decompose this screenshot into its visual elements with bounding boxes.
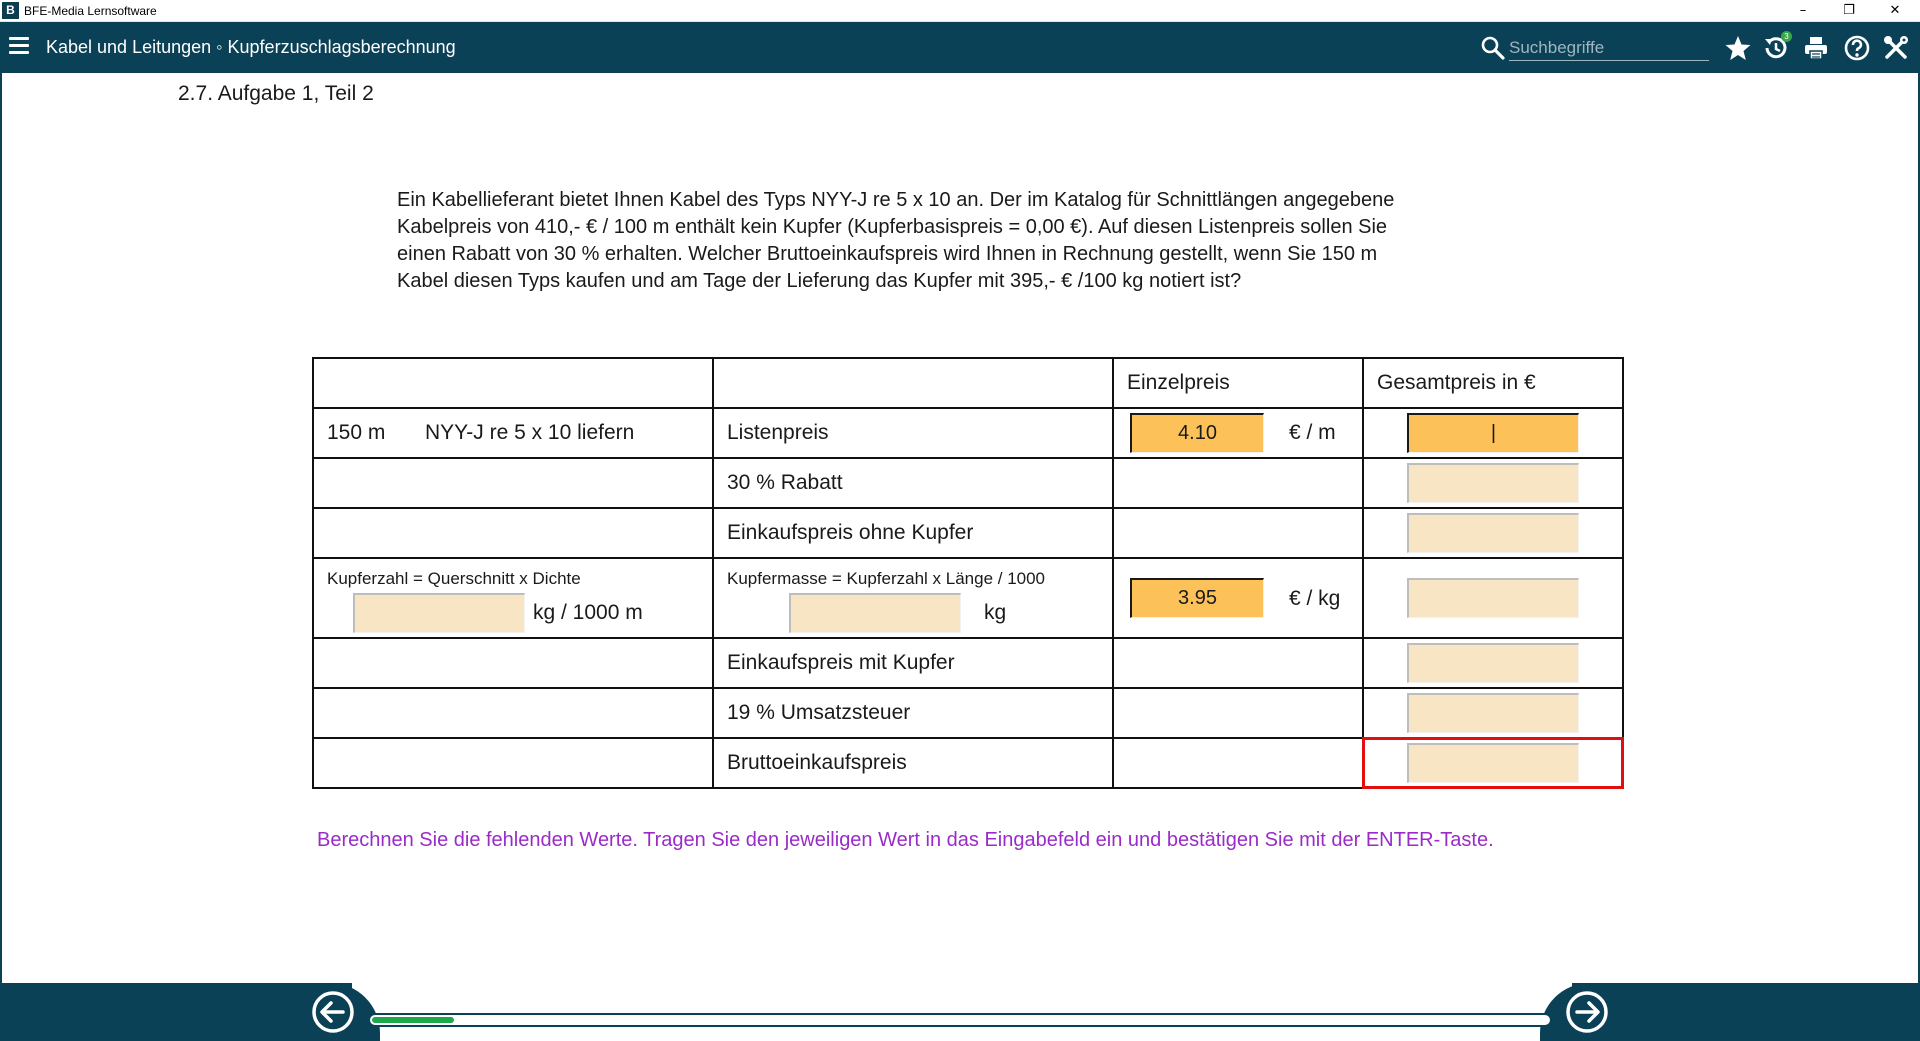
gesamtpreis-umsatzsteuer-input[interactable] bbox=[1407, 693, 1579, 733]
einzelpreis-listenpreis-input[interactable] bbox=[1130, 413, 1264, 453]
quantity-label: 150 m bbox=[327, 421, 386, 444]
window-title: BFE-Media Lernsoftware bbox=[24, 4, 157, 18]
kupferzahl-input[interactable] bbox=[353, 593, 525, 633]
gesamtpreis-einkauf-mit-kupfer-input[interactable] bbox=[1407, 643, 1579, 683]
rabatt-label: 30 % Rabatt bbox=[727, 471, 843, 494]
window-titlebar bbox=[0, 0, 1920, 22]
unit-kg: kg bbox=[984, 601, 1007, 624]
header-gesamtpreis: Gesamtpreis in € bbox=[1377, 371, 1536, 394]
close-button[interactable]: ✕ bbox=[1889, 3, 1901, 18]
bruttoeinkaufspreis-label: Bruttoeinkaufspreis bbox=[727, 751, 907, 774]
einkauf-mit-kupfer-label: Einkaufspreis mit Kupfer bbox=[727, 651, 955, 674]
umsatzsteuer-label: 19 % Umsatzsteuer bbox=[727, 701, 911, 724]
kupferzahl-formula: Kupferzahl = Querschnitt x Dichte bbox=[327, 569, 581, 588]
gesamtpreis-kupfer-input[interactable] bbox=[1407, 578, 1579, 618]
menu-icon[interactable] bbox=[9, 37, 31, 57]
unit-kg-per-1000m: kg / 1000 m bbox=[533, 601, 643, 624]
footer-track bbox=[352, 983, 1572, 1041]
einkauf-ohne-kupfer-label: Einkaufspreis ohne Kupfer bbox=[727, 521, 974, 544]
gesamtpreis-rabatt-input[interactable] bbox=[1407, 463, 1579, 503]
app-logo-icon: B bbox=[2, 2, 19, 19]
footer-nav bbox=[0, 983, 1920, 1041]
task-line: einen Rabatt von 30 % erhalten. Welcher Bruttoeinkaufspreis wird Ihnen in Rechnung gestellt, wenn Sie 150 m bbox=[397, 243, 1378, 265]
table-row-rabatt bbox=[313, 458, 1623, 508]
table-row-kupfer bbox=[313, 558, 1623, 638]
gesamtpreis-einkauf-ohne-kupfer-input[interactable] bbox=[1407, 513, 1579, 553]
gesamtpreis-brutto-input[interactable] bbox=[1407, 743, 1579, 783]
instruction-text: Berechnen Sie die fehlenden Werte. Tragen Sie den jeweiligen Wert in das Eingabefeld ein und bestätigen Sie mit der ENTER-Taste. bbox=[317, 829, 1494, 851]
listenpreis-label: Listenpreis bbox=[727, 421, 829, 444]
arrow-left-circle-icon[interactable] bbox=[310, 989, 356, 1035]
app-header bbox=[0, 22, 1920, 73]
search-icon[interactable] bbox=[1480, 35, 1506, 61]
header-einzelpreis: Einzelpreis bbox=[1127, 371, 1230, 394]
arrow-right-circle-icon[interactable] bbox=[1564, 989, 1610, 1035]
gesamtpreis-listenpreis-input[interactable] bbox=[1407, 413, 1579, 453]
progress-fill bbox=[372, 1017, 454, 1023]
history-badge: 3 bbox=[1781, 31, 1792, 42]
calculation-table bbox=[312, 357, 1624, 789]
print-icon[interactable] bbox=[1802, 34, 1830, 62]
task-line: Kabel diesen Typs kaufen und am Tage der Lieferung das Kupfer mit 395,- € /100 kg notiert ist? bbox=[397, 270, 1242, 292]
task-description bbox=[397, 187, 1527, 295]
table-header-row bbox=[313, 358, 1623, 408]
maximize-button[interactable]: ❐ bbox=[1843, 3, 1855, 18]
content-area bbox=[0, 73, 1920, 983]
task-line: Kabelpreis von 410,- € / 100 m enthält kein Kupfer (Kupferbasispreis = 0,00 €). Auf diesen Listenpreis sollen Sie bbox=[397, 216, 1388, 238]
help-icon[interactable] bbox=[1843, 34, 1871, 62]
item-label: NYY-J re 5 x 10 liefern bbox=[425, 421, 635, 444]
search-input[interactable] bbox=[1509, 35, 1709, 61]
table-row-einkauf-mit-kupfer bbox=[313, 638, 1623, 688]
table-row-listenpreis bbox=[313, 408, 1623, 458]
task-line: Ein Kabellieferant bietet Ihnen Kabel des Typs NYY-J re 5 x 10 an. Der im Katalog für Schnittlängen angegebene bbox=[397, 189, 1395, 211]
unit-euro-per-kg: € / kg bbox=[1289, 587, 1341, 610]
section-title: 2.7. Aufgabe 1, Teil 2 bbox=[178, 82, 374, 105]
table-row-einkauf-ohne-kupfer bbox=[313, 508, 1623, 558]
einzelpreis-kupfer-input[interactable] bbox=[1130, 578, 1264, 618]
breadcrumb: Kabel und Leitungen ◦ Kupferzuschlagsberechnung bbox=[46, 37, 456, 57]
kupfermasse-formula: Kupfermasse = Kupferzahl x Länge / 1000 bbox=[727, 569, 1046, 588]
kupfermasse-input[interactable] bbox=[789, 593, 961, 633]
unit-euro-per-m: € / m bbox=[1289, 421, 1336, 444]
table-row-brutto bbox=[313, 738, 1623, 788]
progress-bar[interactable] bbox=[368, 1013, 1552, 1027]
table-row-umsatzsteuer bbox=[313, 688, 1623, 738]
tools-icon[interactable] bbox=[1882, 34, 1910, 62]
star-icon[interactable] bbox=[1724, 34, 1752, 62]
minimize-button[interactable]: – bbox=[1799, 3, 1807, 18]
